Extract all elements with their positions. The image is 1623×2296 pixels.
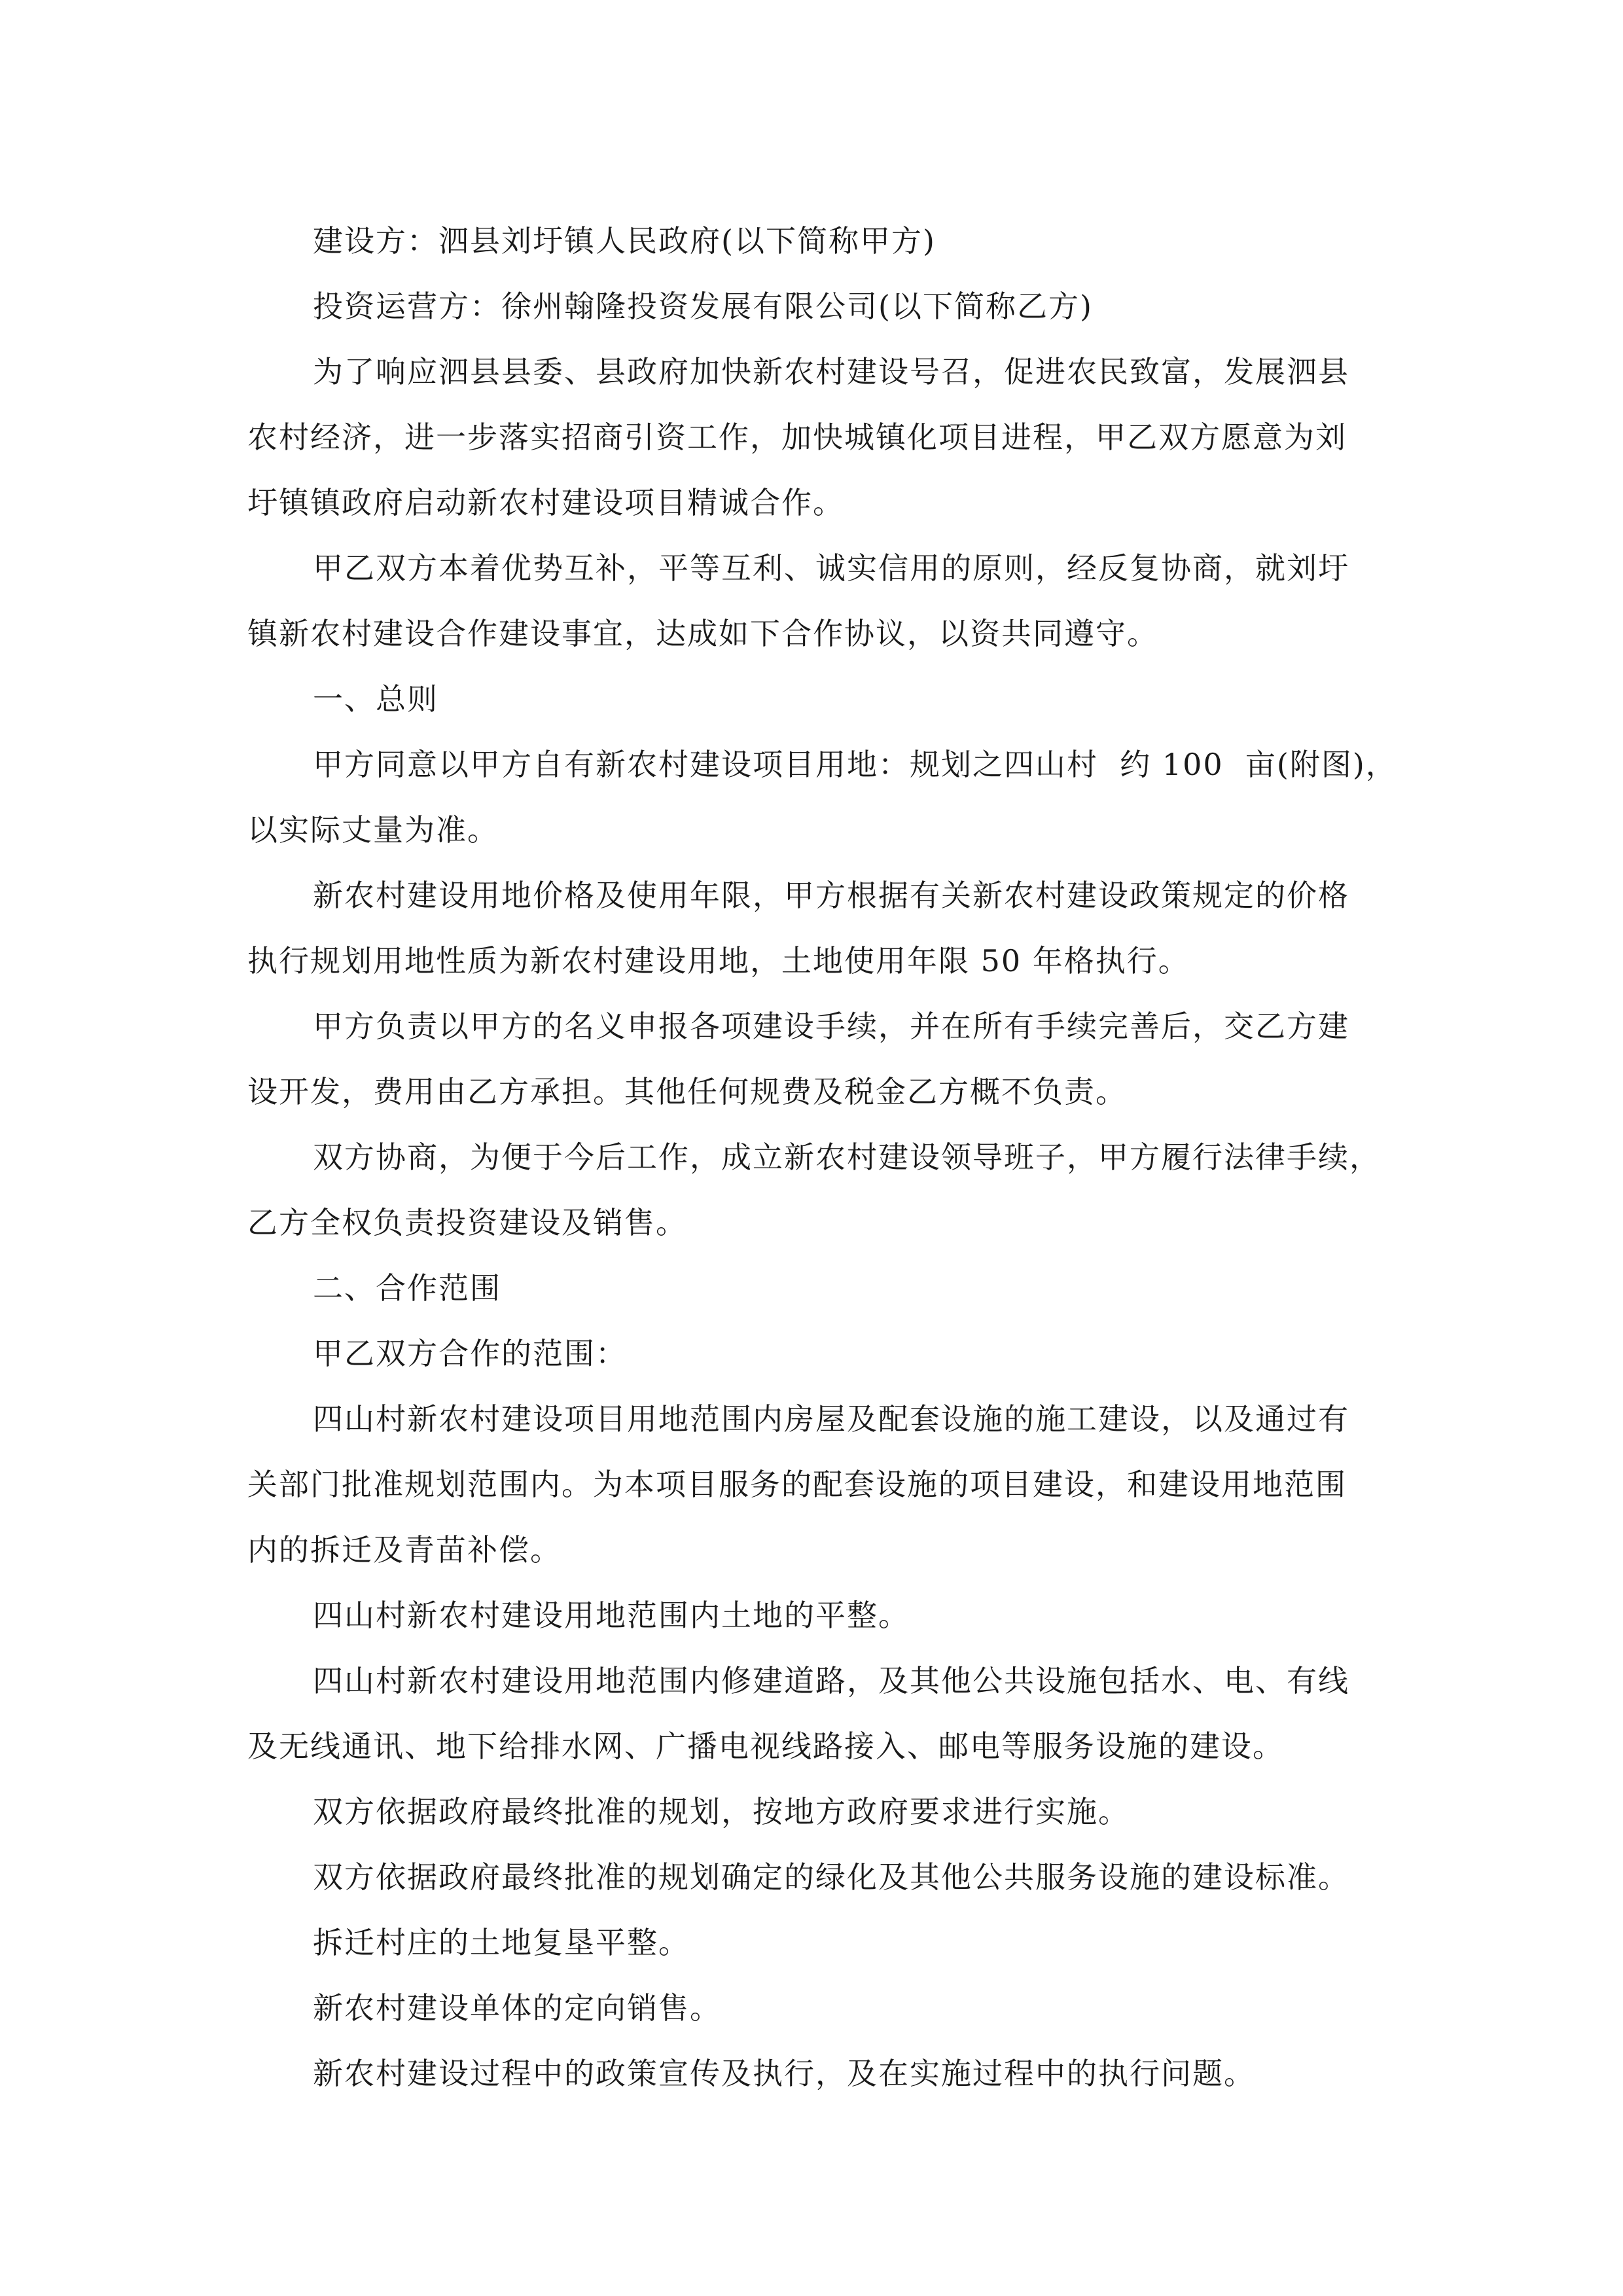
paragraph-line: 新农村建设单体的定向销售。 [313, 1990, 721, 2026]
paragraph-line: 农村经济，进一步落实招商引资工作，加快城镇化项目进程，甲乙双方愿意为刘 [247, 420, 1347, 455]
paragraph-line: 四山村新农村建设项目用地范围内房屋及配套设施的施工建设，以及通过有 [313, 1401, 1349, 1437]
paragraph-line: 新农村建设过程中的政策宣传及执行，及在实施过程中的执行问题。 [313, 2056, 1255, 2091]
paragraph-line: 新农村建设用地价格及使用年限，甲方根据有关新农村建设政策规定的价格 [313, 878, 1349, 913]
paragraph-line: 拆迁村庄的土地复垦平整。 [313, 1925, 690, 1960]
paragraph-line: 关部门批准规划范围内。为本项目服务的配套设施的项目建设，和建设用地范围 [247, 1467, 1347, 1502]
paragraph-line: 及无线通讯、地下给排水网、广播电视线路接入、邮电等服务设施的建设。 [247, 1729, 1284, 1764]
section-heading: 一、总则 [313, 681, 438, 717]
paragraph-line: 双方协商，为便于今后工作，成立新农村建设领导班子，甲方履行法律手续， [313, 1139, 1381, 1175]
document-body [247, 208, 1397, 2106]
paragraph-line: 甲方负责以甲方的名义申报各项建设手续，并在所有手续完善后，交乙方建 [313, 1009, 1349, 1044]
paragraph-line: 双方依据政府最终批准的规划，按地方政府要求进行实施。 [313, 1794, 1130, 1829]
paragraph-line: 乙方全权负责投资建设及销售。 [247, 1205, 687, 1240]
paragraph-line: 双方依据政府最终批准的规划确定的绿化及其他公共服务设施的建设标准。 [313, 1859, 1349, 1895]
paragraph-line: 为了响应泗县县委、县政府加快新农村建设号召，促进农民致富，发展泗县 [313, 354, 1349, 389]
paragraph-line: 设开发，费用由乙方承担。其他任何规费及税金乙方概不负责。 [247, 1074, 1127, 1109]
investor-line: 投资运营方：徐州翰隆投资发展有限公司(以下简称乙方) [313, 289, 1093, 324]
paragraph-line: 以实际丈量为准。 [247, 812, 499, 848]
paragraph-line: 甲乙双方合作的范围： [313, 1336, 627, 1371]
paragraph-line: 四山村新农村建设用地范围内土地的平整。 [313, 1598, 910, 1633]
paragraph-line: 镇新农村建设合作建设事宜，达成如下合作协议，以资共同遵守。 [247, 616, 1158, 651]
paragraph-line: 内的拆迁及青苗补偿。 [247, 1532, 562, 1568]
paragraph-line: 甲乙双方本着优势互补，平等互利、诚实信用的原则，经反复协商，就刘圩 [313, 550, 1349, 586]
section-heading: 二、合作范围 [313, 1270, 501, 1306]
constructor-line: 建设方：泗县刘圩镇人民政府(以下简称甲方) [313, 223, 936, 259]
paragraph-line: 圩镇镇政府启动新农村建设项目精诚合作。 [247, 485, 844, 520]
paragraph-line: 甲方同意以甲方自有新农村建设项目用地：规划之四山村 约 100 亩(附图)， [313, 747, 1397, 782]
paragraph-line: 四山村新农村建设用地范围内修建道路，及其他公共设施包括水、电、有线 [313, 1663, 1349, 1698]
paragraph-line: 执行规划用地性质为新农村建设用地，土地使用年限 50 年格执行。 [247, 943, 1190, 978]
